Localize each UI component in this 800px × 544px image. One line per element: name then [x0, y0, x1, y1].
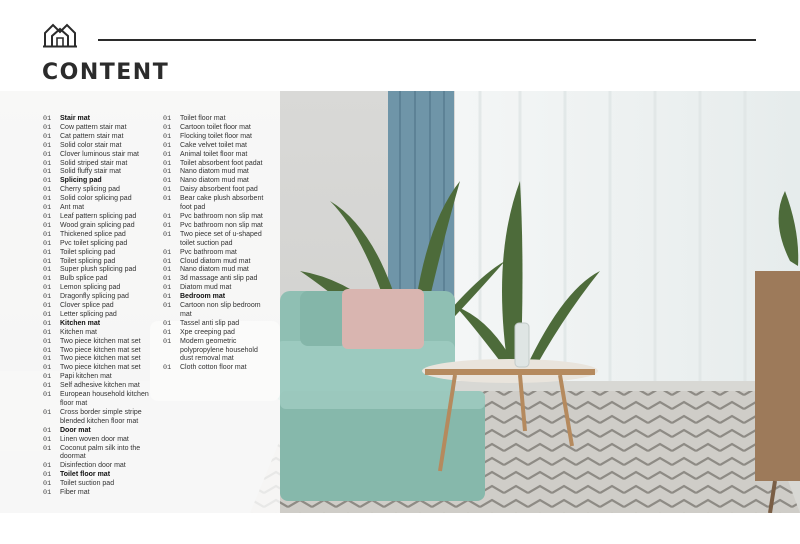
- item-number: 01: [163, 159, 172, 168]
- contents-item: [43, 284, 161, 293]
- item-number: 01: [43, 123, 52, 132]
- contents-item: [163, 204, 280, 213]
- contents-item: [163, 320, 280, 329]
- item-label: Solid striped stair mat: [60, 159, 128, 167]
- item-number: 01: [43, 186, 52, 195]
- contents-heading: [43, 427, 161, 436]
- item-label: blended kitchen floor mat: [60, 417, 139, 425]
- contents-item: [163, 284, 280, 293]
- contents-item: [163, 249, 280, 258]
- item-label: Ant mat: [60, 204, 85, 212]
- item-number: 01: [163, 230, 172, 239]
- contents-item: [43, 364, 161, 373]
- item-label: Cat pattern stair mat: [60, 132, 124, 140]
- item-number: 01: [163, 177, 172, 186]
- item-label: dust removal mat: [180, 355, 234, 363]
- brand-logo-icon: [42, 22, 78, 48]
- item-number: 01: [43, 293, 52, 302]
- item-label: Pvc bathroom non slip mat: [180, 212, 263, 220]
- item-number: 01: [43, 462, 52, 471]
- contents-item: [43, 195, 161, 204]
- item-label: Bear cake plush absorbent: [180, 195, 264, 203]
- item-label: Toilet splicing pad: [60, 248, 116, 256]
- item-number: 01: [43, 480, 52, 489]
- item-number: 01: [43, 221, 52, 230]
- item-number: [43, 400, 60, 409]
- page-title: CONTENT: [42, 60, 170, 85]
- item-number: 01: [163, 275, 172, 284]
- item-number: 01: [43, 373, 52, 382]
- item-label: Pvc bathroom non slip mat: [180, 221, 263, 229]
- item-number: 01: [43, 337, 52, 346]
- item-number: 01: [43, 310, 52, 319]
- item-label: Splicing pad: [60, 177, 102, 185]
- item-number: 01: [43, 159, 52, 168]
- contents-item: [163, 168, 280, 177]
- contents-heading: [163, 293, 280, 302]
- item-label: Leaf pattern splicing pad: [60, 212, 137, 220]
- contents-item: [163, 258, 280, 267]
- contents-item: [43, 133, 161, 142]
- contents-item: [43, 462, 161, 471]
- item-label: Linen woven door mat: [60, 435, 129, 443]
- contents-item: [43, 436, 161, 445]
- contents-item: [43, 204, 161, 213]
- item-number: 01: [43, 204, 52, 213]
- item-number: 01: [43, 168, 52, 177]
- item-label: Cross border simple stripe: [60, 408, 142, 416]
- item-label: Bedroom mat: [180, 293, 226, 301]
- item-number: 01: [163, 115, 172, 123]
- contents-heading: [43, 177, 161, 186]
- contents-item: [163, 302, 280, 311]
- item-label: Two piece kitchen mat set: [60, 355, 141, 363]
- item-number: [163, 311, 180, 320]
- contents-item: [163, 329, 280, 338]
- item-number: 01: [163, 266, 172, 275]
- item-number: 01: [163, 257, 172, 266]
- contents-item: [163, 186, 280, 195]
- item-number: 01: [163, 212, 172, 221]
- item-label: Animal toilet floor mat: [180, 150, 248, 158]
- item-label: Cartoon non slip bedroom: [180, 302, 261, 310]
- contents-item: [43, 311, 161, 320]
- contents-item: [163, 338, 280, 347]
- item-number: 01: [43, 239, 52, 248]
- contents-item: [163, 133, 280, 142]
- contents-item: [163, 151, 280, 160]
- item-label: Door mat: [60, 426, 91, 434]
- item-number: 01: [163, 319, 172, 328]
- item-number: [163, 240, 180, 249]
- item-label: Toilet floor mat: [180, 115, 226, 122]
- item-number: 01: [43, 141, 52, 150]
- contents-item: [43, 266, 161, 275]
- item-number: 01: [163, 337, 172, 346]
- item-label: mat: [180, 310, 192, 318]
- item-label: Solid fluffy stair mat: [60, 168, 121, 176]
- item-number: 01: [163, 132, 172, 141]
- contents-item: [43, 142, 161, 151]
- contents-item: [43, 231, 161, 240]
- contents-item: [43, 124, 161, 133]
- contents-item: [163, 275, 280, 284]
- item-label: Clover splice pad: [60, 302, 114, 310]
- item-label: European household kitchen: [60, 391, 149, 399]
- contents-item: [163, 142, 280, 151]
- item-number: 01: [43, 257, 52, 266]
- contents-item: [43, 186, 161, 195]
- header-rule: [98, 39, 756, 41]
- contents-item: [43, 409, 161, 418]
- item-label: toilet suction pad: [180, 239, 233, 247]
- contents-item: [43, 480, 161, 489]
- item-number: 01: [43, 150, 52, 159]
- item-number: 01: [163, 221, 172, 230]
- item-number: [163, 355, 180, 364]
- item-label: Kitchen mat: [60, 319, 101, 327]
- contents-item: [43, 168, 161, 177]
- item-number: 01: [43, 212, 52, 221]
- item-label: Toilet absorbent foot padat: [180, 159, 263, 167]
- item-label: Diatom mud mat: [180, 284, 232, 292]
- item-label: Cloth cotton floor mat: [180, 364, 247, 372]
- item-number: 01: [43, 319, 52, 328]
- item-label: Clover luminous stair mat: [60, 150, 139, 158]
- item-number: 01: [43, 195, 52, 204]
- item-label: 3d massage anti slip pad: [180, 275, 258, 283]
- item-number: 01: [163, 293, 172, 302]
- contents-item: [163, 195, 280, 204]
- contents-item: [43, 489, 161, 498]
- item-label: Stair mat: [60, 115, 90, 122]
- contents-item: [163, 231, 280, 240]
- item-number: 01: [163, 364, 172, 373]
- contents-item: [43, 249, 161, 258]
- contents-item: [43, 240, 161, 249]
- item-number: 01: [43, 302, 52, 311]
- item-label: Fiber mat: [60, 489, 90, 497]
- item-label: floor mat: [60, 400, 88, 407]
- item-number: [163, 204, 180, 213]
- contents-item: [163, 240, 280, 249]
- item-number: 01: [163, 141, 172, 150]
- contents-item: [43, 453, 161, 462]
- contents-item: [163, 160, 280, 169]
- item-number: [163, 347, 180, 356]
- item-number: 01: [43, 275, 52, 284]
- item-label: Flocking toilet floor mat: [180, 132, 252, 140]
- item-label: Two piece kitchen mat set: [60, 346, 141, 354]
- contents-item: [163, 115, 280, 124]
- item-label: Pvc toilet splicing pad: [60, 239, 128, 247]
- item-number: 01: [163, 186, 172, 195]
- contents-item: [43, 293, 161, 302]
- item-label: Lemon splicing pad: [60, 284, 121, 292]
- item-label: Modern geometric: [180, 337, 237, 345]
- item-label: Solid color stair mat: [60, 141, 122, 149]
- item-number: 01: [43, 248, 52, 257]
- item-label: Wood grain splicing pad: [60, 221, 135, 229]
- contents-item: [43, 258, 161, 267]
- contents-item: [163, 355, 280, 364]
- contents-item: [43, 222, 161, 231]
- item-label: Super plush splicing pad: [60, 266, 137, 274]
- contents-item: [43, 418, 161, 427]
- contents-item: [163, 177, 280, 186]
- item-label: Pvc bathroom mat: [180, 248, 237, 256]
- item-number: 01: [163, 123, 172, 132]
- item-label: Coconut palm silk into the: [60, 444, 141, 452]
- contents-item: [43, 151, 161, 160]
- item-number: 01: [43, 230, 52, 239]
- item-number: 01: [163, 248, 172, 257]
- item-number: 01: [43, 489, 52, 498]
- item-number: 01: [43, 177, 52, 186]
- item-label: Letter splicing pad: [60, 310, 117, 318]
- item-number: 01: [43, 444, 52, 453]
- item-label: Papi kitchen mat: [60, 373, 112, 381]
- item-number: 01: [43, 426, 52, 435]
- item-label: Nano diatom mud mat: [180, 266, 249, 274]
- item-label: Toilet floor mat: [60, 471, 111, 479]
- item-label: Dragonfly splicing pad: [60, 293, 129, 301]
- item-label: Tassel anti slip pad: [180, 319, 240, 327]
- contents-item: [163, 347, 280, 356]
- contents-item: [43, 373, 161, 382]
- item-label: Bulb splice pad: [60, 275, 108, 283]
- contents-item: [163, 213, 280, 222]
- item-number: [43, 418, 60, 427]
- item-label: Disinfection door mat: [60, 462, 126, 470]
- contents-column-right: [163, 115, 280, 373]
- item-label: Cow pattern stair mat: [60, 123, 127, 131]
- item-number: [43, 453, 60, 462]
- contents-item: [43, 347, 161, 356]
- contents-item: [163, 222, 280, 231]
- item-label: polypropylene household: [180, 346, 258, 354]
- item-number: 01: [43, 435, 52, 444]
- contents-item: [163, 266, 280, 275]
- item-number: 01: [163, 168, 172, 177]
- item-number: 01: [43, 115, 52, 123]
- item-number: 01: [163, 328, 172, 337]
- item-label: Kitchen mat: [60, 328, 97, 336]
- contents-item: [43, 302, 161, 311]
- item-number: 01: [163, 195, 172, 204]
- item-number: 01: [43, 471, 52, 480]
- item-label: Xpe creeping pad: [180, 328, 235, 336]
- item-number: 01: [43, 284, 52, 293]
- item-number: 01: [43, 266, 52, 275]
- item-number: 01: [43, 408, 52, 417]
- contents-item: [43, 391, 161, 400]
- contents-item: [43, 275, 161, 284]
- contents-item: [43, 355, 161, 364]
- contents-item: [163, 364, 280, 373]
- contents-heading: [43, 115, 161, 124]
- item-label: Nano diatom mud mat: [180, 177, 249, 185]
- item-label: Self adhesive kitchen mat: [60, 382, 140, 390]
- item-label: foot pad: [180, 204, 206, 212]
- item-number: 01: [43, 355, 52, 364]
- item-label: Two piece kitchen mat set: [60, 364, 141, 372]
- item-label: Two piece set of u-shaped: [180, 230, 262, 238]
- contents-item: [43, 160, 161, 169]
- item-label: Toilet splicing pad: [60, 257, 116, 265]
- item-label: Cake velvet toilet mat: [180, 141, 247, 149]
- contents-heading: [43, 471, 161, 480]
- item-label: Cartoon toilet floor mat: [180, 123, 251, 131]
- item-label: Toilet suction pad: [60, 480, 115, 488]
- item-label: Cloud diatom mud mat: [180, 257, 251, 265]
- item-number: 01: [43, 391, 52, 400]
- item-number: 01: [43, 364, 52, 373]
- contents-heading: [43, 320, 161, 329]
- contents-item: [43, 445, 161, 454]
- contents-item: [43, 382, 161, 391]
- item-label: Two piece kitchen mat set: [60, 337, 141, 345]
- item-number: 01: [43, 132, 52, 141]
- item-label: Solid color splicing pad: [60, 195, 132, 203]
- contents-column-left: [43, 115, 161, 498]
- item-label: doormat: [60, 453, 86, 461]
- contents-item: [43, 400, 161, 409]
- contents-item: [163, 124, 280, 133]
- item-label: Thickened splice pad: [60, 230, 126, 238]
- contents-item: [43, 213, 161, 222]
- contents-item: [43, 329, 161, 338]
- item-label: Nano diatom mud mat: [180, 168, 249, 176]
- item-number: 01: [43, 328, 52, 337]
- item-number: 01: [43, 346, 52, 355]
- item-label: Cherry splicing pad: [60, 186, 120, 194]
- contents-item: [163, 311, 280, 320]
- item-label: Daisy absorbent foot pad: [180, 186, 258, 194]
- item-number: 01: [43, 382, 52, 391]
- item-number: 01: [163, 284, 172, 293]
- item-number: 01: [163, 302, 172, 311]
- contents-item: [43, 338, 161, 347]
- item-number: 01: [163, 150, 172, 159]
